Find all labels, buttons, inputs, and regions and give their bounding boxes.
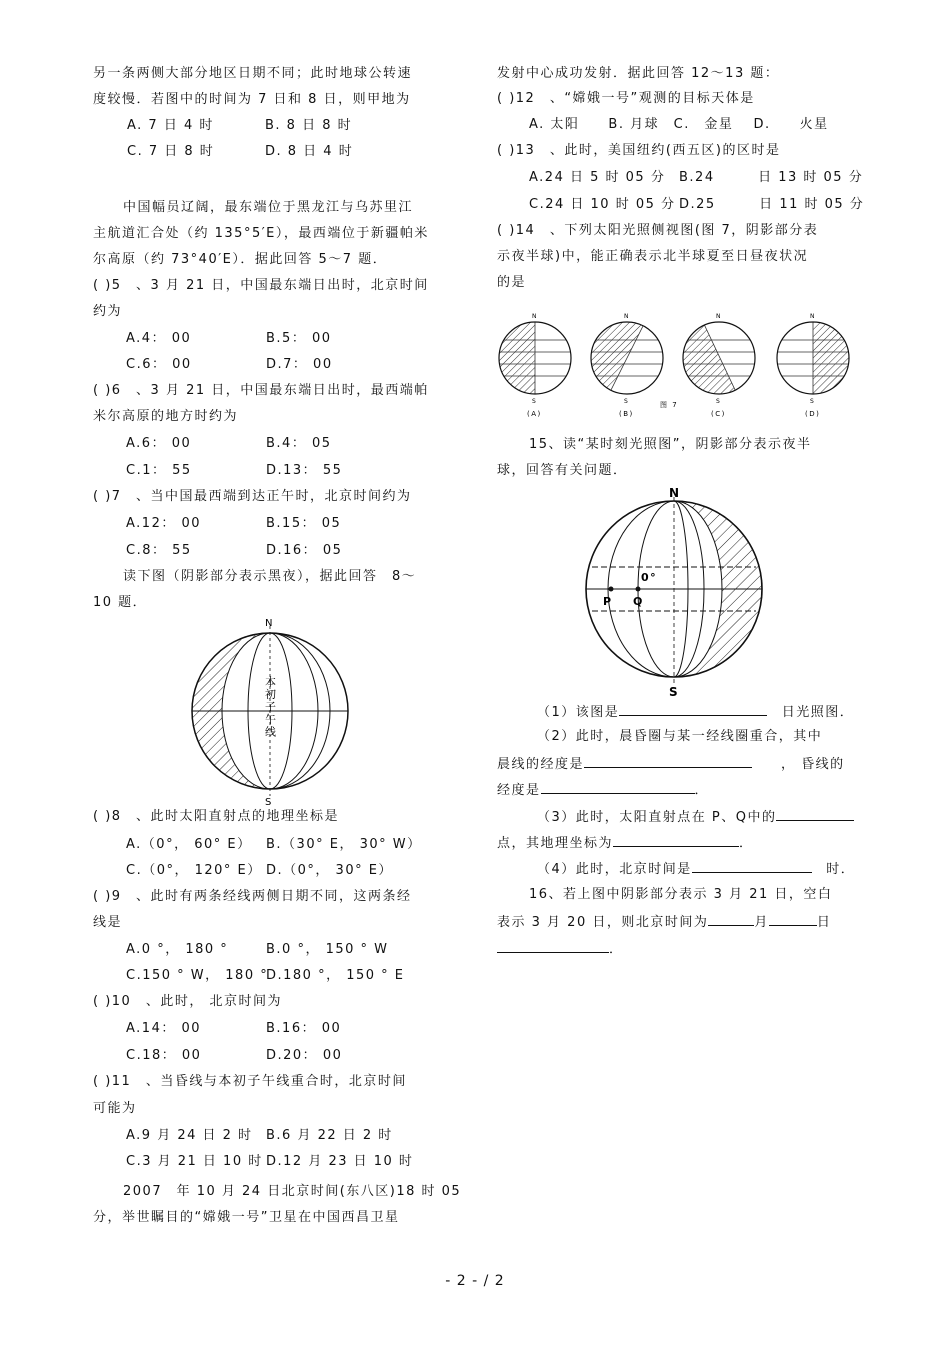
option-c: C.150 ° W， 180 °: [126, 968, 269, 983]
paragraph-line: 尔高原（约 73°40′E）．据此回答 5～7 题．: [93, 252, 388, 267]
question-10: ( )10 、此时， 北京时间为: [93, 994, 282, 1009]
south-label: S: [624, 398, 630, 405]
globe-d: [773, 313, 853, 418]
south-label: S: [669, 685, 680, 697]
option-a: A.4： 00: [126, 331, 192, 346]
question-13: ( )13 、此时，美国纽约(西五区)的区时是: [497, 143, 781, 158]
south-label: S: [716, 398, 722, 405]
question-9-cont: 线是: [93, 915, 123, 930]
option-a: A.24 日 5 时 05 分: [529, 170, 666, 185]
question-7: ( )7 、当中国最西端到达正午时，北京时间约为: [93, 489, 412, 504]
option-d: D.180 °， 150 ° E: [266, 968, 405, 983]
globe-a: [497, 313, 577, 418]
paragraph-line: 中国幅员辽阔，最东端位于黑龙江与乌苏里江: [123, 200, 414, 215]
point-p-label: P: [603, 595, 613, 608]
option-d: D. 8 日 4 时: [265, 144, 354, 159]
question-12-options: A. 太阳 B. 月球 C. 金星 D. 火星: [529, 117, 829, 132]
question-14: ( )14 、下列太阳光照侧视图(图 7，阴影部分表: [497, 223, 819, 238]
option-a: A.12： 00: [126, 516, 202, 531]
north-label: N: [265, 618, 274, 629]
question-14-cont: 示夜半球)中，能正确表示北半球夏至日昼夜状况: [497, 249, 809, 264]
paragraph-line: 10 题．: [93, 595, 148, 610]
south-label: S: [265, 797, 273, 806]
option-a: A.（0°， 60° E）: [126, 837, 252, 852]
figure-15-illumination-globe: [581, 483, 777, 697]
q15-part-1: （1）该图是 日光照图．: [537, 705, 855, 720]
paragraph-line: 读下图（阴影部分表示黑夜），据此回答 8～: [123, 569, 417, 584]
north-label: N: [716, 313, 722, 320]
question-6: ( )6 、3 月 21 日，中国最东端日出时，最西端帕: [93, 383, 429, 398]
option-a: A.9 月 24 日 2 时: [126, 1128, 253, 1143]
q15-part-3: （3）此时，太阳直射点在 P、Q中的: [537, 808, 854, 826]
text-line: 度较慢．若图中的时间为 7 日和 8 日，则甲地为: [93, 92, 411, 107]
option-b: B.6 月 22 日 2 时: [266, 1128, 393, 1143]
point-q-label: Q: [633, 595, 644, 608]
q15-part-3-cont: 点，其地理坐标为 ．: [497, 836, 754, 851]
option-a: A.14： 00: [126, 1021, 202, 1036]
text-line: 另一条两侧大部分地区日期不同；此时地球公转速: [93, 66, 413, 81]
question-11-cont: 可能为: [93, 1101, 137, 1116]
option-c: C.6： 00: [126, 357, 192, 372]
question-6-cont: 米尔高原的地方时约为: [93, 409, 239, 424]
option-d: D.（0°， 30° E）: [266, 863, 393, 878]
zero-degree-label: 0°: [641, 571, 658, 584]
question-15-cont: 球，回答有关问题．: [497, 463, 628, 478]
question-9: ( )9 、此时有两条经线两侧日期不同，这两条经: [93, 889, 412, 904]
paragraph-line: 分，举世瞩目的“嫦娥一号”卫星在中国西昌卫星: [93, 1210, 400, 1225]
option-c: C.24 日 10 时 05 分: [529, 197, 676, 212]
option-d: D.13： 55: [266, 463, 343, 478]
answer-blank[interactable]: [613, 834, 739, 847]
south-label: S: [532, 398, 538, 405]
question-11: ( )11 、当昏线与本初子午线重合时，北京时间: [93, 1074, 407, 1089]
north-label: N: [532, 313, 538, 320]
answer-blank-day[interactable]: [769, 913, 817, 926]
south-label: S: [810, 398, 816, 405]
option-d: D.16： 05: [266, 543, 343, 558]
option-c: C.18： 00: [126, 1048, 202, 1063]
option-c: C.1： 55: [126, 463, 192, 478]
answer-blank[interactable]: [776, 808, 854, 821]
question-16-cont: 表示 3 月 20 日，则北京时间为 月 日: [497, 915, 832, 930]
option-c: C.（0°， 120° E）: [126, 863, 262, 878]
answer-blank[interactable]: [692, 860, 812, 873]
paragraph-line: 2007 年 10 月 24 日北京时间(东八区)18 时 05: [123, 1184, 462, 1199]
label-a: (A): [527, 410, 542, 418]
north-label: N: [669, 486, 681, 500]
question-8: ( )8 、此时太阳直射点的地理坐标是: [93, 809, 340, 824]
option-d: D.20： 00: [266, 1048, 343, 1063]
option-b: B. 8 日 8 时: [265, 118, 353, 133]
north-label: N: [810, 313, 816, 320]
label-c: (C): [711, 410, 726, 418]
answer-blank[interactable]: [541, 781, 695, 794]
label-d: (D): [805, 410, 821, 418]
question-12: ( )12 、“嫦娥一号”观测的目标天体是: [497, 91, 755, 106]
answer-blank[interactable]: [584, 755, 752, 768]
option-d: D.25 日 11 时 05 分: [679, 197, 865, 212]
option-b: B.24 日 13 时 05 分: [679, 170, 864, 185]
answer-blank-month[interactable]: [708, 913, 754, 926]
question-5-cont: 约为: [93, 304, 123, 319]
question-16: 16、若上图中阴影部分表示 3 月 21 日，空白: [529, 887, 833, 902]
option-d: D.7： 00: [266, 357, 333, 372]
figure-7-globes: [497, 306, 857, 420]
question-15: 15、读“某时刻光照图”，阴影部分表示夜半: [529, 437, 812, 452]
option-c: C.3 月 21 日 10 时: [126, 1154, 263, 1169]
globe-c: [677, 313, 757, 418]
option-b: B.（30° E， 30° W）: [266, 837, 422, 852]
globe-figure-prime-meridian: [185, 616, 355, 806]
q15-part-2-cont: 晨线的经度是 ， 昏线的: [497, 757, 845, 772]
option-b: B.0 °， 150 ° W: [266, 942, 389, 957]
option-d: D.12 月 23 日 10 时: [266, 1154, 414, 1169]
option-b: B.15： 05: [266, 516, 342, 531]
figure-7-caption: 图 7: [660, 401, 679, 409]
north-label: N: [624, 313, 630, 320]
option-b: B.4： 05: [266, 436, 332, 451]
option-c: C.8： 55: [126, 543, 192, 558]
q15-part-2-cont: 经度是 ．: [497, 783, 710, 798]
question-5: ( )5 、3 月 21 日，中国最东端日出时，北京时间: [93, 278, 429, 293]
q15-part-2: （2）此时，晨昏圈与某一经线圈重合，其中: [537, 729, 823, 744]
paragraph-line: 主航道汇合处（约 135°5′E），最西端位于新疆帕米: [93, 226, 429, 241]
label-b: (B): [619, 410, 634, 418]
option-c: C. 7 日 8 时: [127, 144, 215, 159]
question-14-cont: 的是: [497, 275, 527, 290]
option-b: B.5： 00: [266, 331, 332, 346]
answer-blank-time[interactable]: [497, 940, 609, 953]
option-b: B.16： 00: [266, 1021, 342, 1036]
question-16-cont: ．: [497, 940, 624, 958]
paragraph-line: 发射中心成功发射．据此回答 12～13 题：: [497, 66, 780, 81]
answer-blank[interactable]: [619, 703, 767, 716]
prime-meridian-label: 本初子午线: [263, 676, 277, 739]
option-a: A. 7 日 4 时: [127, 118, 214, 133]
globe-b: [587, 313, 667, 418]
option-a: A.0 °， 180 °: [126, 942, 229, 957]
q15-part-4: （4）此时，北京时间是 时．: [537, 862, 856, 877]
page-number: - 2 - / 2: [445, 1273, 505, 1289]
option-a: A.6： 00: [126, 436, 192, 451]
